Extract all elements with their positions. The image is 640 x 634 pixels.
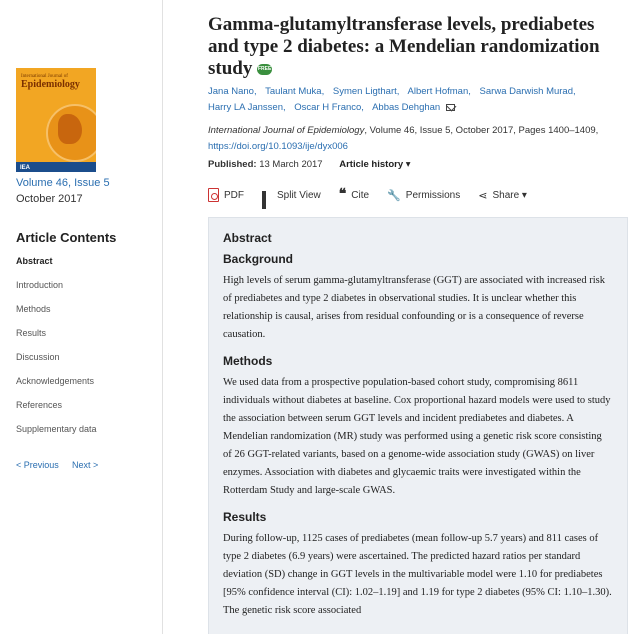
share-icon: ⋖ bbox=[478, 189, 488, 202]
globe-land-graphic bbox=[58, 114, 82, 144]
author-link[interactable]: Abbas Dehghan bbox=[372, 102, 441, 113]
author-link[interactable]: Harry LA Janssen, bbox=[208, 102, 286, 113]
citation-line bbox=[208, 123, 628, 155]
published-label: Published: bbox=[208, 159, 257, 170]
article-title bbox=[208, 14, 628, 80]
cover-journal-title: Epidemiology bbox=[21, 79, 80, 90]
cite-label: Cite bbox=[351, 189, 370, 201]
section-text-results: During follow-up, 1125 cases of prediabetes (mean follow-up 5.7 years) and 811 cases of type 2 diabetes (6.9 years) were ascertained. The predicted hazard ratios per standard deviation (SD) change in GGT levels in the multivariable model were 1.10 for prediabetes [95% confidence interval (CI): 1.02–1.19] and 1.19 for type 2 diabetes (95% CI: 1.10–1.30). The genetic risk score associated bbox=[223, 533, 612, 616]
published-line bbox=[208, 159, 411, 170]
toc-item-acknowledgements[interactable]: Acknowledgements bbox=[16, 376, 95, 386]
author-link[interactable]: Albert Hofman, bbox=[407, 86, 471, 97]
toc-item-references[interactable]: References bbox=[16, 400, 63, 410]
share-dropdown[interactable] bbox=[478, 189, 527, 202]
author-link[interactable]: Jana Nano, bbox=[208, 86, 257, 97]
wrench-icon: 🔧 bbox=[387, 189, 401, 202]
split-view-icon bbox=[262, 191, 272, 200]
citation-details: , Volume 46, Issue 5, October 2017, Pages 1400–1409, bbox=[364, 125, 599, 136]
author-link[interactable]: Sarwa Darwish Murad, bbox=[479, 86, 576, 97]
abstract-panel bbox=[208, 217, 628, 634]
email-icon[interactable] bbox=[446, 104, 455, 111]
toc-item-methods[interactable]: Methods bbox=[16, 304, 51, 314]
toc-item-introduction[interactable]: Introduction bbox=[16, 280, 64, 290]
author-link[interactable]: Taulant Muka, bbox=[265, 86, 325, 97]
toc-item-supplementary-data[interactable]: Supplementary data bbox=[16, 424, 97, 434]
cover-publisher-mark: IEA bbox=[20, 165, 31, 171]
article-toolbar bbox=[208, 188, 545, 202]
permissions-label: Permissions bbox=[405, 189, 461, 201]
article-history-dropdown[interactable]: Article history ▾ bbox=[339, 159, 411, 170]
previous-article-link[interactable]: < Previous bbox=[16, 460, 59, 470]
share-label: Share ▾ bbox=[492, 189, 527, 201]
next-article-link[interactable]: Next > bbox=[72, 460, 99, 470]
section-heading-background: Background bbox=[223, 252, 294, 266]
section-text-methods: We used data from a prospective population-based cohort study, compromising 8611 individuals without diabetes at baseline. Cox proportional hazard models were used to study the association between serum GGT levels and incident prediabetes and diabetes. A Mendelian randomization (MR) study was performed using a genetic risk score consisting of 26 GGT-related variants, based on a genome-wide association study (GWAS) on liver enzymes. Association with diabetes and glycaemic traits were investigated within the Rotterdam Study and large-scale GWAS. bbox=[223, 377, 611, 496]
cover-journal-small: International Journal of bbox=[21, 74, 68, 79]
pdf-label: PDF bbox=[224, 189, 244, 201]
published-date: 13 March 2017 bbox=[259, 159, 323, 170]
section-text-background: High levels of serum gamma-glutamyltransferase (GGT) are associated with increased risk of prediabetes and type 2 diabetes in observational studies. It is unclear whether this relationship is causal, arises from residual confounding or is a consequence of reverse causation. bbox=[223, 275, 605, 340]
section-heading-methods: Methods bbox=[223, 354, 273, 368]
issue-date: October 2017 bbox=[16, 193, 83, 205]
doi-link[interactable]: https://doi.org/10.1093/ije/dyx006 bbox=[208, 141, 348, 152]
free-badge: FREE bbox=[257, 64, 272, 75]
split-view-label: Split View bbox=[277, 189, 321, 201]
left-sidebar bbox=[0, 0, 163, 634]
article-contents-heading: Article Contents bbox=[16, 230, 117, 245]
toc-item-results[interactable]: Results bbox=[16, 328, 47, 338]
citation-journal: International Journal of Epidemiology bbox=[208, 125, 365, 136]
split-view-button[interactable] bbox=[262, 190, 321, 201]
quote-icon: ❝ bbox=[338, 187, 347, 202]
author-link[interactable]: Oscar H Franco, bbox=[294, 102, 364, 113]
permissions-button[interactable] bbox=[387, 189, 460, 202]
cite-button[interactable] bbox=[338, 187, 370, 202]
toc-item-abstract[interactable]: Abstract bbox=[16, 256, 53, 266]
toc-item-discussion[interactable]: Discussion bbox=[16, 352, 60, 362]
author-link[interactable]: Symen Ligthart, bbox=[332, 86, 400, 97]
volume-issue-link[interactable]: Volume 46, Issue 5 bbox=[16, 177, 110, 189]
article-contents-list bbox=[16, 254, 97, 446]
author-list bbox=[208, 84, 628, 116]
abstract-title: Abstract bbox=[223, 231, 272, 245]
journal-cover-image[interactable] bbox=[16, 68, 96, 172]
article-title-text: Gamma-glutamyltransferase levels, prediabetes and type 2 diabetes: a Mendelian randomization study bbox=[208, 14, 600, 79]
pdf-icon bbox=[208, 188, 219, 202]
section-heading-results: Results bbox=[223, 510, 267, 524]
pdf-button[interactable] bbox=[208, 188, 244, 202]
